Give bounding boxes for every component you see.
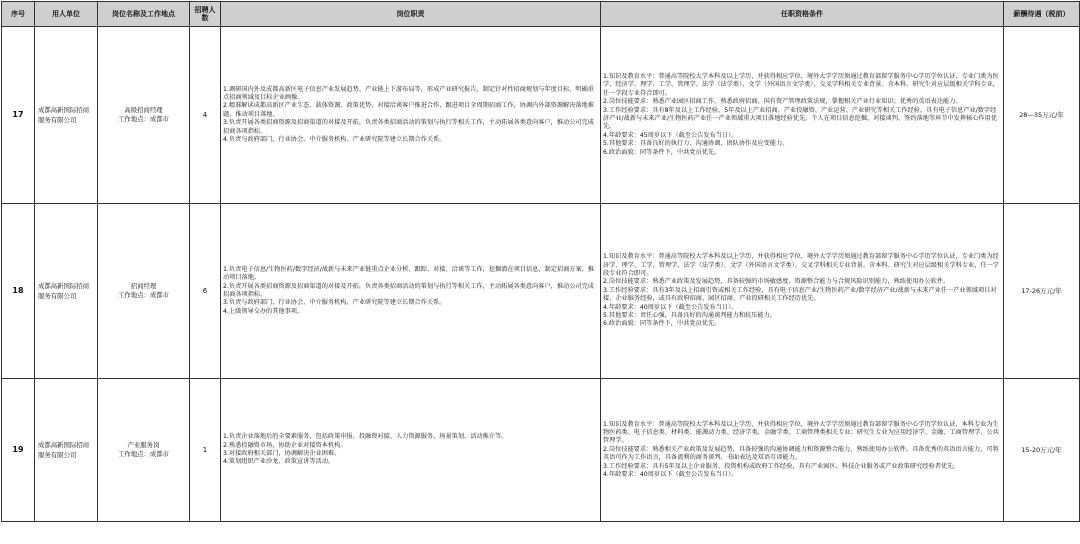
requirements-text: 1.知识及教育水平：普通高等院校大学本科及以上学历，并获得相应学位，境外大学学历须通过教育部留学服务中心学历学位认证，本科专业为生物医药类、电子信息类、材料类、能源动力类、经济学类、金融学类、工商管理类相关专业；研究生专业为应用经济学、金融、工商管理学、公共管理学。 2.岗位技能要求：熟悉相关产业政策及发展趋势，具备较强的沟通协调能力和资源整合能力，熟练使用办公软件。具备优秀的英语语言能力，可将英语可作为工作语言，具备流利的商务谈判、书面表达及双语互译能力。 3.工作经验要求：具有5年及以上企业服务、投资机构或政府工作经验，具有产业园区、科技企业服务或产业政策研究经验者优先。 4.年龄要求：40周岁以下（截至公告发布当日）。: [603, 420, 999, 479]
header-count: 招聘人数: [190, 2, 221, 27]
header-position: 岗位名称及工作地点: [98, 2, 190, 27]
position-text: 招商经理 工作地点：成都市: [117, 282, 170, 299]
table-row: [2, 204, 1080, 379]
job-requirements: [601, 379, 1004, 522]
job-duties: [221, 27, 601, 204]
row-number: 17: [2, 27, 35, 204]
row-number: 18: [2, 204, 35, 379]
header-salary: 薪酬待遇（税前）: [1004, 2, 1080, 27]
position-text: 高级招商经理 工作地点：成都市: [117, 106, 170, 123]
employer: 成都高新国际招商服务有限公司: [35, 204, 98, 379]
job-duties: [221, 379, 601, 522]
duties-text: 1.负责企业落地后的全要素服务，包括政策申报、投融资对接、人力资源服务、场景策划、活动推介等。 2.熟悉投融资市场，协助企业对接资本机构。 3.对接政府相关部门，协调解决企业困难。 4.策划组织产业沙龙、政策宣讲等活动。: [223, 433, 508, 466]
salary: 28—35万元/年: [1004, 27, 1080, 204]
job-requirements: [601, 204, 1004, 379]
job-requirements: [601, 27, 1004, 204]
employer: 成都高新国际招商服务有限公司: [35, 379, 98, 522]
requirements-text: 1.知识及教育水平：普通高等院校大学本科及以上学历，并获得相应学位，境外大学学历须通过教育部留学服务中心学历学位认证，专业门类为医学、经济学、理学、工学、管理学、法学（法学类）、文学（外国语言文学类），交叉学科相关专业背景。含本科、研究生对应层级相关学科专业，任一学段专业符合即可。 2.岗位技能要求：熟悉产业园区招商工作，熟悉政府招商、国有资产管理政策法规，掌握相关产业行业知识；优秀的英语表达能力。 3.工作经验要求：具有8年及以上工作经验，5年及以上产业招商、产业投融资、产业运营、产业研究等相关工作经验。具有电子信息产业/数字经济产业/战新与未来产业/生物医药产业任一产业领域重大项目落地经验优先。个人在项目信息挖掘、对接谈判、签约落地等环节中发挥核心作用优先。 4.年龄要求：45周岁以下（截至公告发布当日）。 5.其他要求：具备良好的执行力、沟通协调、团队协作及应变能力。 6.政治面貌：同等条件下，中共党员优先。: [603, 72, 999, 156]
salary: 17-26万元/年: [1004, 204, 1080, 379]
header-no: 序号: [2, 2, 35, 27]
header-row: [2, 2, 1080, 27]
header-requirements: 任职资格条件: [601, 2, 1004, 27]
position-title: [98, 27, 190, 204]
salary: 15-20万元/年: [1004, 379, 1080, 522]
headcount: 1: [190, 379, 221, 522]
headcount: 4: [190, 27, 221, 204]
duties-text: 1.负责电子信息/生物医药/数字经济/战新与未来产业链重点企业分析、跟踪、对接、洽谈等工作，挖掘潜在项目信息，制定招商方案，推动项目落地。 2.负责开展各类招商资源及招商渠道的对接及开拓，负责各类招商活动的策划与执行等相关工作，主动拓展各类意向客户，推动公司完成招商各项指标。 3.负责与政府部门、行业协会、中介服务机构、产业研究院等建立长期合作关系。 4.上级领导交办的其他事项。: [223, 265, 595, 315]
duties-text: 1.调研国内外及成都高新区电子信息产业发展趋势、产业链上下游布局等，形成产业研究报告，制定针对性招商规划与年度目标，明确重点招商领域及目标企业画像。 2.精准解读成都高新区产业生态、载体资源、政策优势，对接洽谈客户推进合作，跟进项目全周期招商工作，协调内外部资源解决落地难题，推动项目落地。 3.负责开展各类招商资源及招商渠道的对接及开拓，负责各类招商活动的策划与执行等相关工作，主动拓展各类意向客户，推动公司完成招商各项指标。 4.负责与政府部门、行业协会、中介服务机构、产业研究院等建立长期合作关系。: [223, 85, 594, 144]
job-duties: [221, 204, 601, 379]
employer: 成都高新国际招商服务有限公司: [35, 27, 98, 204]
position-text: 产业服务岗 工作地点：成都市: [117, 441, 170, 458]
requirements-text: 1.知识及教育水平：普通高等院校大学本科及以上学历，并获得相应学位，境外大学学历须通过教育部留学服务中心学历学位认证，专业门类为经济学、理学、工学、管理学、法学（法学类）、文学（外国语言文学类）、交叉学科相关专业背景。含本科、研究生对应层级相关学科专业，任一学段专业符合即可。 2.岗位技能要求：熟悉产业政策及发展趋势，具备较强的市场敏感度、资源整合能力与合规风险识别能力，熟练使用办公软件。 3.工作经验要求：具有3年及以上招商引资或相关工作经验，具有电子信息产业/生物医药产业/数字经济产业/战新与未来产业任一产业领域项目对接、企业服务经验，或具有政府招商、园区招商、产业投研相关工作经历优先。 4.年龄要求：40周岁以下（截至公告发布当日）。 5.其他要求：责任心强，具备良好的沟通谈判能力和抗压能力。 6.政治面貌：同等条件下，中共党员优先。: [603, 253, 999, 328]
headcount: 6: [190, 204, 221, 379]
table-row: [2, 379, 1080, 522]
header-duty: 岗位职责: [221, 2, 601, 27]
position-title: [98, 379, 190, 522]
header-unit: 用人单位: [35, 2, 98, 27]
table-row: [2, 27, 1080, 204]
row-number: 19: [2, 379, 35, 522]
recruitment-table: [1, 1, 1080, 522]
position-title: [98, 204, 190, 379]
